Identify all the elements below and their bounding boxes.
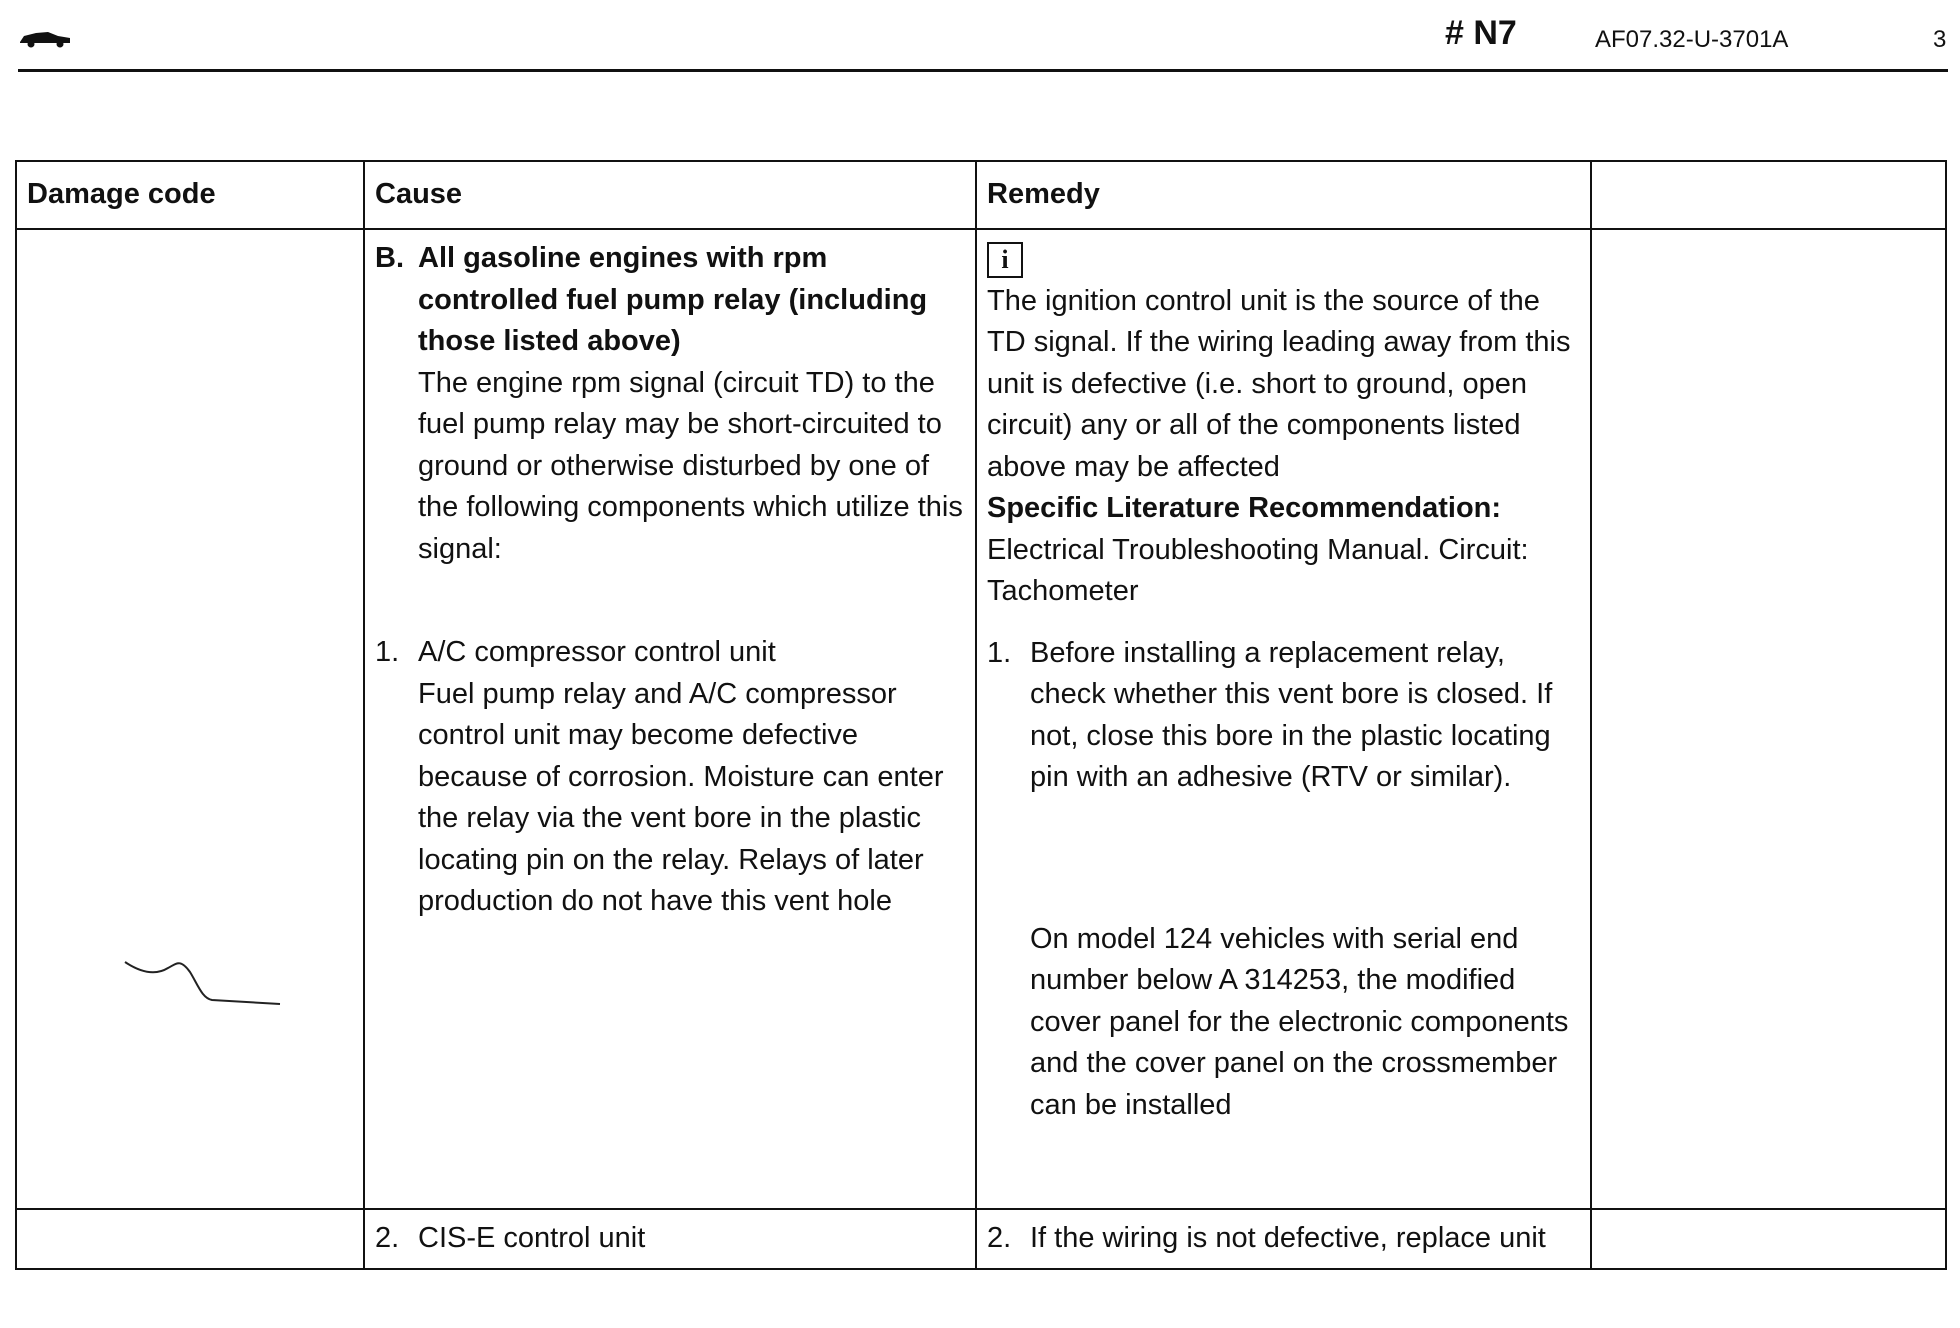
cause-cell [364,229,976,1209]
remedy-item-1 [987,633,1580,799]
section-label: B. [375,242,404,274]
damage-table [15,160,1947,1270]
remedy-item-2 [987,1218,1580,1260]
table-row [16,229,1946,1209]
handwritten-mark [120,950,290,1020]
item-number: 1. [987,636,1012,669]
column-header-extra [1591,161,1946,229]
table-header-row [16,161,1946,229]
remedy-note: On model 124 vehicles with serial end number below A 314253, the modified cover panel for the electronic components and the cover panel on the crossmember can be installed [1030,922,1569,1121]
document-code: # N7 [1445,14,1517,52]
page-number: 3 [1933,26,1947,53]
header-divider [18,69,1948,72]
remedy-cell [976,229,1591,1209]
remedy-cell [976,1209,1591,1269]
extra-cell [1591,229,1946,1209]
table-row [16,1209,1946,1269]
info-icon: i [987,242,1023,278]
item-text: If the wiring is not defective, replace unit [1030,1222,1546,1254]
column-header-remedy: Remedy [976,161,1591,229]
cause-cell [364,1209,976,1269]
damage-code-cell [16,229,364,1209]
column-header-cause: Cause [364,161,976,229]
item-title: A/C compressor control unit [418,636,776,668]
cause-item-2 [375,1218,965,1260]
page-header [0,0,1960,72]
item-number: 2. [375,1222,400,1254]
section-title: All gasoline engines with rpm controlled fuel pump relay (including those listed above) [418,242,928,357]
item-number: 1. [375,636,400,668]
section-body: The engine rpm signal (circuit TD) to the fuel pump relay may be short-circuited to ground or otherwise disturbed by one of the following components which utilize this signal: [418,366,963,565]
item-body: Fuel pump relay and A/C compressor control unit may become defective because of corrosion. Moisture can enter the relay via the vent bore in the plastic locating pin on the relay. Relays of later production do not have this vent hole [418,677,944,917]
item-number: 2. [987,1222,1012,1254]
car-icon [18,28,72,48]
cause-item-1 [375,632,965,923]
cause-section-b [375,238,965,570]
item-text: CIS-E control unit [418,1222,646,1254]
literature-text: Electrical Troubleshooting Manual. Circuit: Tachometer [987,533,1529,607]
extra-cell [1591,1209,1946,1269]
item-text: Before installing a replacement relay, check whether this vent bore is closed. If not, close this bore in the plastic locating pin with an adhesive (RTV or similar). [1030,636,1553,793]
document-number: AF07.32-U-3701A [1595,26,1789,53]
damage-code-cell [16,1209,364,1269]
info-text: The ignition control unit is the source of the TD signal. If the wiring leading away from this unit is defective (i.e. short to ground, open circuit) any or all of the components listed above may be affected [987,284,1571,483]
column-header-damage-code: Damage code [16,161,364,229]
literature-label: Specific Literature Recommendation: [987,492,1502,524]
